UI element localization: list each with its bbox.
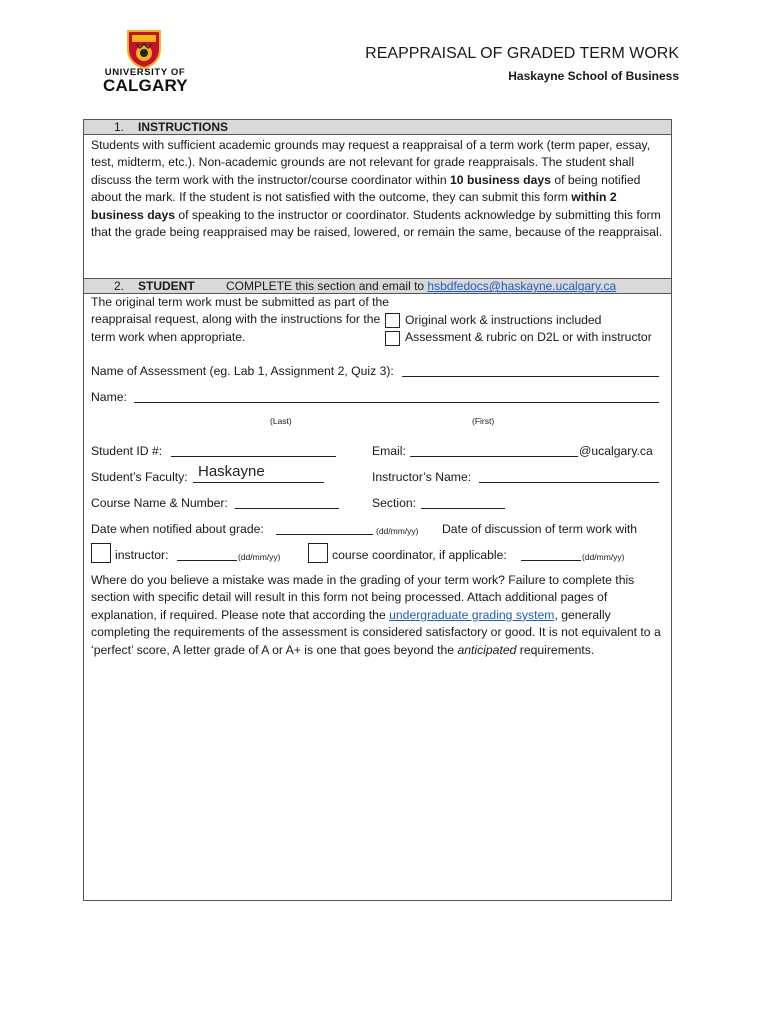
student-id-label: Student ID #: (91, 444, 163, 458)
assessment-name-field[interactable] (402, 366, 659, 377)
faculty-value: Haskayne (198, 463, 265, 480)
coordinator-date-field[interactable] (521, 550, 581, 561)
section-1-title: INSTRUCTIONS (138, 120, 228, 134)
grading-system-link[interactable]: undergraduate grading system (389, 607, 555, 622)
instructor-name-label: Instructor’s Name: (372, 470, 472, 484)
section-2-number: 2. (114, 279, 125, 293)
name-field[interactable] (134, 392, 659, 403)
email-suffix: @ucalgary.ca (579, 444, 653, 458)
mistake-text-part-c: requirements. (516, 642, 595, 657)
original-work-checkbox[interactable] (385, 313, 400, 328)
section-2-instruction-text: COMPLETE this section and email to (226, 279, 428, 293)
mistake-response-area[interactable] (88, 680, 668, 895)
instructor-date-label: instructor: (115, 548, 169, 562)
assessment-rubric-checkbox-label: Assessment & rubric on D2L or with instructor (405, 330, 652, 344)
university-crest-logo (126, 29, 162, 69)
mistake-explanation-text (91, 572, 669, 659)
instructor-name-field[interactable] (479, 472, 659, 483)
submission-email-link[interactable]: hsbdfedocs@haskayne.ucalgary.ca (427, 279, 617, 293)
mistake-text-part-b: , generally completing the requirements of the assessment is considered satisfactory or good. It is not equivalent to a ‘perfect’ score, A letter grade of A or A+ is one that goes beyond the (91, 607, 661, 657)
faculty-label: Student’s Faculty: (91, 470, 188, 484)
first-name-hint: (First) (472, 416, 495, 426)
course-label: Course Name & Number: (91, 496, 228, 510)
logo-text-calgary: CALGARY (103, 76, 188, 95)
instructions-part-b: of being notified about the mark. If the student is not satisfied with the outcome, they can submit this form (91, 172, 641, 205)
mistake-text-italic: anticipated (457, 642, 517, 657)
instructor-checkbox[interactable] (91, 543, 111, 563)
section-2-header (84, 278, 671, 294)
mistake-text-part-a: Where do you believe a mistake was made in the grading of your term work? Failure to complete this section with specific detail will result in this form not being processed. Attach additional pages of explanation, if required. Please note that according the (91, 573, 635, 622)
last-name-hint: (Last) (270, 416, 292, 426)
coordinator-date-format: (dd/mm/yy) (582, 552, 625, 562)
instructions-part-c: of speaking to the instructor or coordinator. Students acknowledge by submitting this form that the grade being reappraised may be raised, lowered, or remain the same, because of the reappraisal. (91, 207, 663, 240)
date-notified-label: Date when notified about grade: (91, 522, 264, 536)
section-2-instruction (226, 279, 616, 293)
instructions-text (91, 137, 669, 241)
student-id-field[interactable] (171, 446, 336, 457)
instructions-deadline-10-days: 10 business days (450, 172, 551, 187)
section-field[interactable] (421, 498, 505, 509)
section-label: Section: (372, 496, 417, 510)
name-label: Name: (91, 390, 127, 404)
section-1-header (84, 120, 671, 135)
section-1-number: 1. (114, 120, 125, 134)
section-2-title: STUDENT (138, 279, 195, 293)
original-work-checkbox-label: Original work & instructions included (405, 313, 602, 327)
document-subtitle: Haskayne School of Business (508, 69, 679, 83)
date-notified-field[interactable] (276, 524, 373, 535)
coordinator-checkbox[interactable] (308, 543, 328, 563)
email-label: Email: (372, 444, 406, 458)
instructions-part-a: Students with sufficient academic grounds may request a reappraisal of a term work (term paper, essay, test, midterm, etc.). Non-academic grounds are not relevant for grade reappraisals. The student shall discuss the term work with the instructor/course coordinator within (91, 138, 651, 187)
assessment-name-label: Name of Assessment (eg. Lab 1, Assignment 2, Quiz 3): (91, 364, 394, 378)
assessment-rubric-checkbox[interactable] (385, 331, 400, 346)
student-intro-text: The original term work must be submitted as part of the reappraisal request, along with the instructions for the term work when appropriate. (91, 295, 390, 344)
coordinator-date-label: course coordinator, if applicable: (332, 548, 507, 562)
course-field[interactable] (235, 498, 339, 509)
instructions-deadline-2-days: within 2 business days (91, 190, 617, 222)
logo-text-university-of: UNIVERSITY OF (104, 67, 186, 78)
date-discussion-label: Date of discussion of term work with (442, 522, 638, 536)
instructor-date-format: (dd/mm/yy) (238, 552, 281, 562)
document-title: REAPPRAISAL OF GRADED TERM WORK (365, 45, 679, 62)
email-field[interactable] (410, 446, 578, 457)
instructor-date-field[interactable] (177, 550, 237, 561)
date-notified-format: (dd/mm/yy) (376, 526, 419, 536)
